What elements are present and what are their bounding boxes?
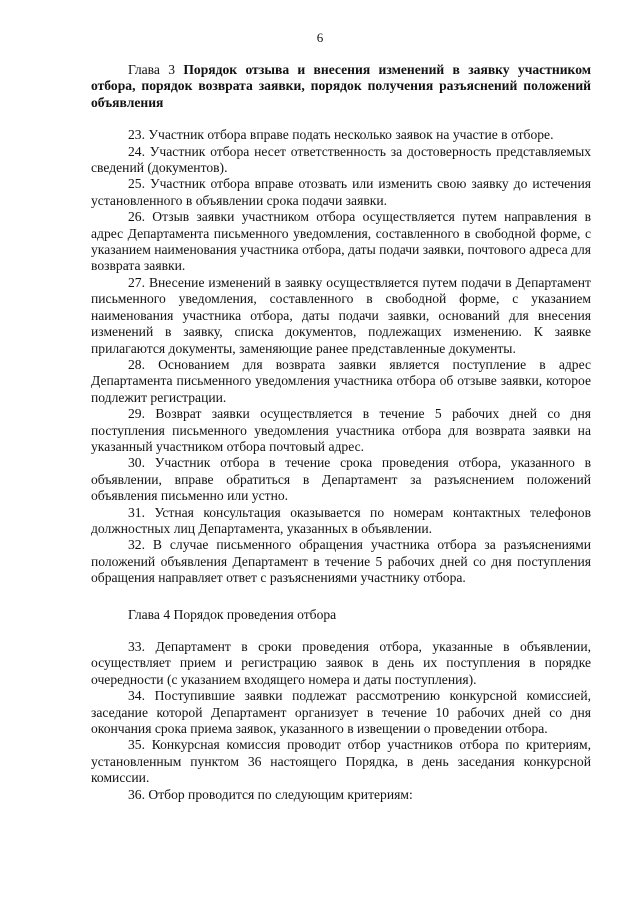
paragraph-33: 33. Департамент в сроки проведения отбора, указанные в объявлении, осуществляет прием и регистрацию заявок в день их поступления в порядке очередности (с указанием входящего номера и даты поступления). [91, 639, 591, 687]
chapter-4-heading: Глава 4 Порядок проведения отбора [128, 606, 337, 622]
paragraph-25: 25. Участник отбора вправе отозвать или изменить свою заявку до истечения установленного в объявлении срока подачи заявки. [91, 176, 591, 208]
paragraph-34: 34. Поступившие заявки подлежат рассмотрению конкурсной комиссией, заседание которой Департамент организует в течение 10 рабочих дней со дня окончания срока приема заявок, указанного в извещении о проведении отбора. [91, 688, 591, 737]
paragraph-24: 24. Участник отбора несет ответственность за достоверность представляемых сведений (документов). [91, 143, 591, 176]
paragraph-23: 23. Участник отбора вправе подать несколько заявок на участие в отборе. [128, 127, 554, 143]
page-number: 6 [316, 30, 324, 45]
paragraph-29: 29. Возврат заявки осуществляется в течение 5 рабочих дней со дня поступления письменного уведомления участника отбора для возврата заявки на указанный участником отбора почтовый адрес. [91, 406, 591, 454]
paragraph-32: 32. В случае письменного обращения участника отбора за разъяснениями положений объявления Департамент в течение 5 рабочих дней со дня поступления обращения направляет ответ с разъяснениями участнику отбора. [91, 537, 591, 586]
paragraph-30: 30. Участник отбора в течение срока проведения отбора, указанного в объявлении, вправе обратиться в Департамент за разъяснением положений объявления письменно или устно. [91, 455, 591, 504]
paragraph-36: 36. Отбор проводится по следующим критериям: [128, 786, 413, 802]
paragraph-31: 31. Устная консультация оказывается по номерам контактных телефонов должностных лиц Департамента, указанных в объявлении. [91, 504, 591, 536]
paragraph-35: 35. Конкурсная комиссия проводит отбор участников отбора по критериям, установленным пунктом 36 настоящего Порядка, в день заседания конкурсной комиссии. [91, 737, 591, 786]
paragraph-27: 27. Внесение изменений в заявку осуществляется путем подачи в Департамент письменного уведомления, составленного в свободной форме, с указанием наименования участника отбора, даты подачи заявки, оснований для внесения изменений в заявку, списка документов, подлежащих изменению. К заявке прилагаются документы, заменяющие ранее представленные документы. [91, 274, 591, 356]
chapter-3-title: Порядок отзыва и внесения изменений в заявку участником отбора, порядок возврата заявки, порядок получения разъяснений положений объявления [91, 62, 591, 110]
chapter-3-heading [91, 62, 591, 111]
chapter-3-label: Глава 3 [128, 62, 176, 77]
paragraph-28: 28. Основанием для возврата заявки является поступление в адрес Департамента письменного уведомления участника отбора об отзыве заявки, которое подлежит регистрации. [91, 356, 591, 405]
document-body [91, 62, 591, 803]
paragraph-26: 26. Отзыв заявки участником отбора осуществляется путем направления в адрес Департамента письменного уведомления, составленного в свободной форме, с указанием наименования участника отбора, даты подачи заявки, почтового адреса для возврата заявки. [91, 209, 591, 274]
